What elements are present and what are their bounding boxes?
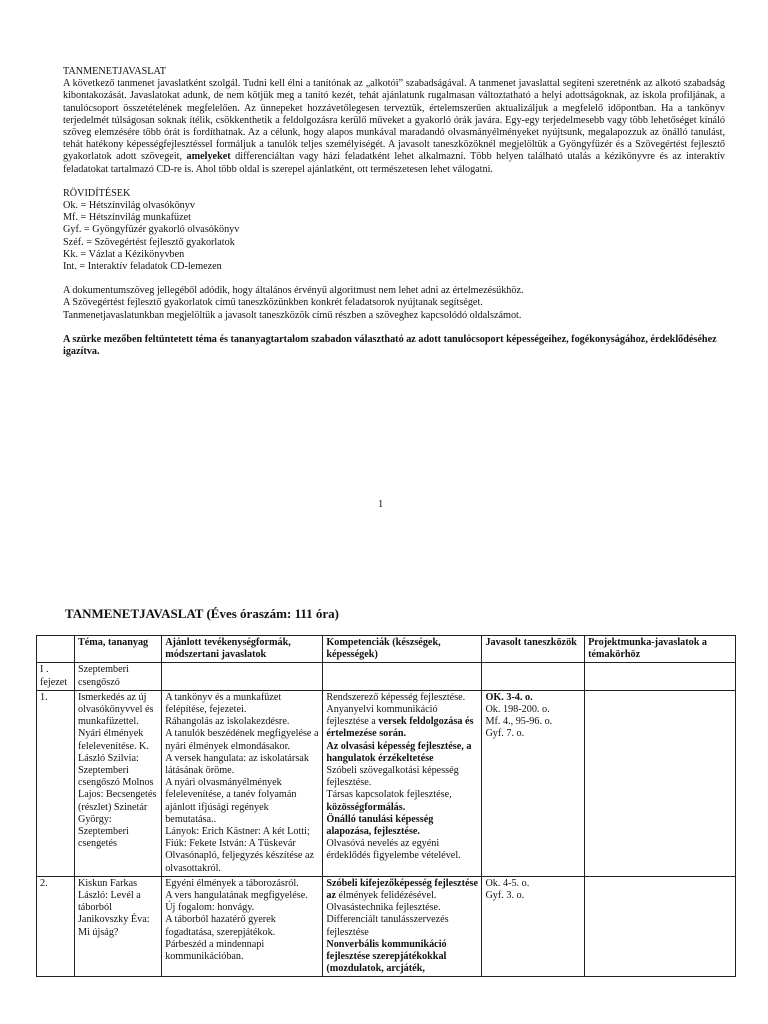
header-activities: Ajánlott tevékenységformák, módszertani javaslatok (162, 636, 323, 663)
row-competencies: Szóbeli kifejezőképesség fejlesztése az élmények felidézésével. Olvasástechnika fejlesztése. Differenciált tanulásszervezés fejlesztése Nonverbális kommunikáció fejlesztése szerepjátékokkal (mozdulatok, arcjáték, (323, 876, 482, 977)
row-number: I . fejezet (37, 663, 75, 690)
row-tools: OK. 3-4. o. Ok. 198-200. o. Mf. 4., 95-96. o. Gyf. 7. o. (482, 690, 585, 876)
abbreviation-item: Gyf. = Gyöngyfüzér gyakorló olvasókönyv (63, 224, 240, 236)
lesson-plan-table (36, 635, 736, 977)
table-header-row (37, 636, 736, 663)
row-topic: Ismerkedés az új olvasókönyvvel és munkafüzettel. Nyári élmények felelevenítése. K. László Szilvia: Szeptemberi csengőszó Molnos Lajos: Becsengetés (részlet) Szinetár György: Szeptemberi csengetés (74, 690, 161, 876)
document-title: TANMENETJAVASLAT (63, 66, 166, 77)
header-projects: Projektmunka-javaslatok a témakörhöz (585, 636, 736, 663)
row-competencies: Rendszerező képesség fejlesztése. Anyanyelvi kommunikáció fejlesztése a versek feldolgozása és értelmezése során. Az olvasási képesség fejlesztése, a hangulatok érzékeltetése Szóbeli szövegalkotási képesség fejlesztése. Társas kapcsolatok fejlesztése, közösségformálás. Önálló tanulási képesség alapozása, fejlesztése. Olvasóvá nevelés az egyéni érdeklődés figyelembe vételével. (323, 690, 482, 876)
row-projects (585, 690, 736, 876)
row-activities: A tankönyv és a munkafüzet felépítése, fejezetei. Ráhangolás az iskolakezdésre. A tanulók beszédének megfigyelése a nyári élmények elmondásakor. A versek hangulata: az iskolatársak látásának öröme. A nyári olvasmányélmények felelevenítése, a tanév folyamán ajánlott ifjúsági regények bemutatása.. Lányok: Erich Kästner: A két Lotti; Fiúk: Fekete István: A Tüskevár Olvasónapló, feljegyzés készítése az olvasottakról. (162, 690, 323, 876)
abbreviation-item: Ok. = Hétszínvilág olvasókönyv (63, 200, 195, 212)
abbreviation-item: Széf. = Szövegértést fejlesztő gyakorlatok (63, 236, 235, 248)
table-row (37, 690, 736, 876)
note-line: A Szövegértést fejlesztő gyakorlatok című taneszközünkben konkrét feladatsorok nyújtanak segítséget. (63, 297, 483, 309)
table-row (37, 663, 736, 690)
header-competencies: Kompetenciák (készségek, képességek) (323, 636, 482, 663)
row-projects (585, 876, 736, 977)
header-number (37, 636, 75, 663)
plan-heading: TANMENETJAVASLAT (Éves óraszám: 111 óra) (65, 606, 339, 621)
row-activities: Egyéni élmények a táborozásról. A vers hangulatának megfigyelése. Új fogalom: honvágy. A táborból hazatérő gyerek fogadtatása, szerepjátékok. Párbeszéd a mindennapi kommunikációban. (162, 876, 323, 977)
abbreviation-item: Int. = Interaktív feladatok CD-lemezen (63, 261, 222, 273)
note-line: Tanmenetjavaslatunkban megjelöltük a javasolt taneszközök című részben a szöveghez kapcsolódó oldalszámot. (63, 309, 522, 321)
page-one (63, 66, 725, 358)
intro-paragraph: A következő tanmenet javaslatként szolgál. Tudni kell élni a tanítónak az „alkotói” szabadságával. A tanmenet javaslattal segíteni szeretnénk az alkotó szabadság kibontakozását. Javaslatokat adunk, de nem kötjük meg a tanító kezét, tehát ajánlatunk rugalmasan változtatható a helyi adottságoknak, az iskola profiljának, a tanulócsoport összetételének megfelelően. Az ünnepeket hozzávetőlegesen terveztük, értelemszerűen aktualizáljuk a megfelelő időpontban. Ha a tankönyv terjedelmét túlságosan soknak ítélik, csökkenthetik a feldolgozásra kerülő műveket a gyakorló órák javára. Egy-egy terjedelmesebb vagy több lehetőséget kínáló szöveg elemzésére több órát is fordíthatnak. Az a célunk, hogy alapos munkával maradandó olvasmányélményeket nyújtsunk, megalapozzuk az önálló tanulást, tehát hatékony képességfejlesztéssel formáljuk a tanulók teljes személyiségét. A javasolt taneszközöknél megjelöltük a Gyöngyfüzér és a Szövegértést fejlesztő gyakorlatok adott szövegeit, amelyeket differenciáltan vagy házi feladatként lehet alkalmazni. Több helyen található utalás a kézikönyvre és az interaktív feladatokat tartalmazó CD-re is. Ahol több oldal is szerepel ajánlatként, ott természetesen lehet válogatni. (63, 78, 726, 175)
abbreviation-item: Mf. = Hétszínvilág munkafüzet (63, 212, 191, 224)
page-number: 1 (378, 499, 384, 510)
abbreviations-list (63, 200, 725, 273)
table-row (37, 876, 736, 977)
row-number: 1. (37, 690, 75, 876)
header-tools: Javasolt taneszközök (482, 636, 585, 663)
grey-field-note: A szürke mezőben feltüntetett téma és tananyagtartalom szabadon választható az adott tanulócsoport képességeihez, fogékonyságához, érdeklődéséhez igazítva. (63, 333, 717, 358)
row-number: 2. (37, 876, 75, 977)
row-topic: Kiskun Farkas László: Levél a táborból Janikovszky Éva: Mi újság? (74, 876, 161, 977)
note-line: A dokumentumszöveg jellegéből adódik, hogy általános érvényű algoritmust nem lehet adni az értelmezésükhöz. (63, 285, 524, 297)
notes-block (63, 285, 725, 322)
abbreviation-item: Kk. = Vázlat a Kézikönyvben (63, 248, 185, 260)
header-topic: Téma, tananyag (74, 636, 161, 663)
row-tools: Ok. 4-5. o. Gyf. 3. o. (482, 876, 585, 977)
abbreviations-title: RÖVIDÍTÉSEK (63, 187, 131, 199)
row-topic: Szeptemberi csengőszó (74, 663, 161, 690)
